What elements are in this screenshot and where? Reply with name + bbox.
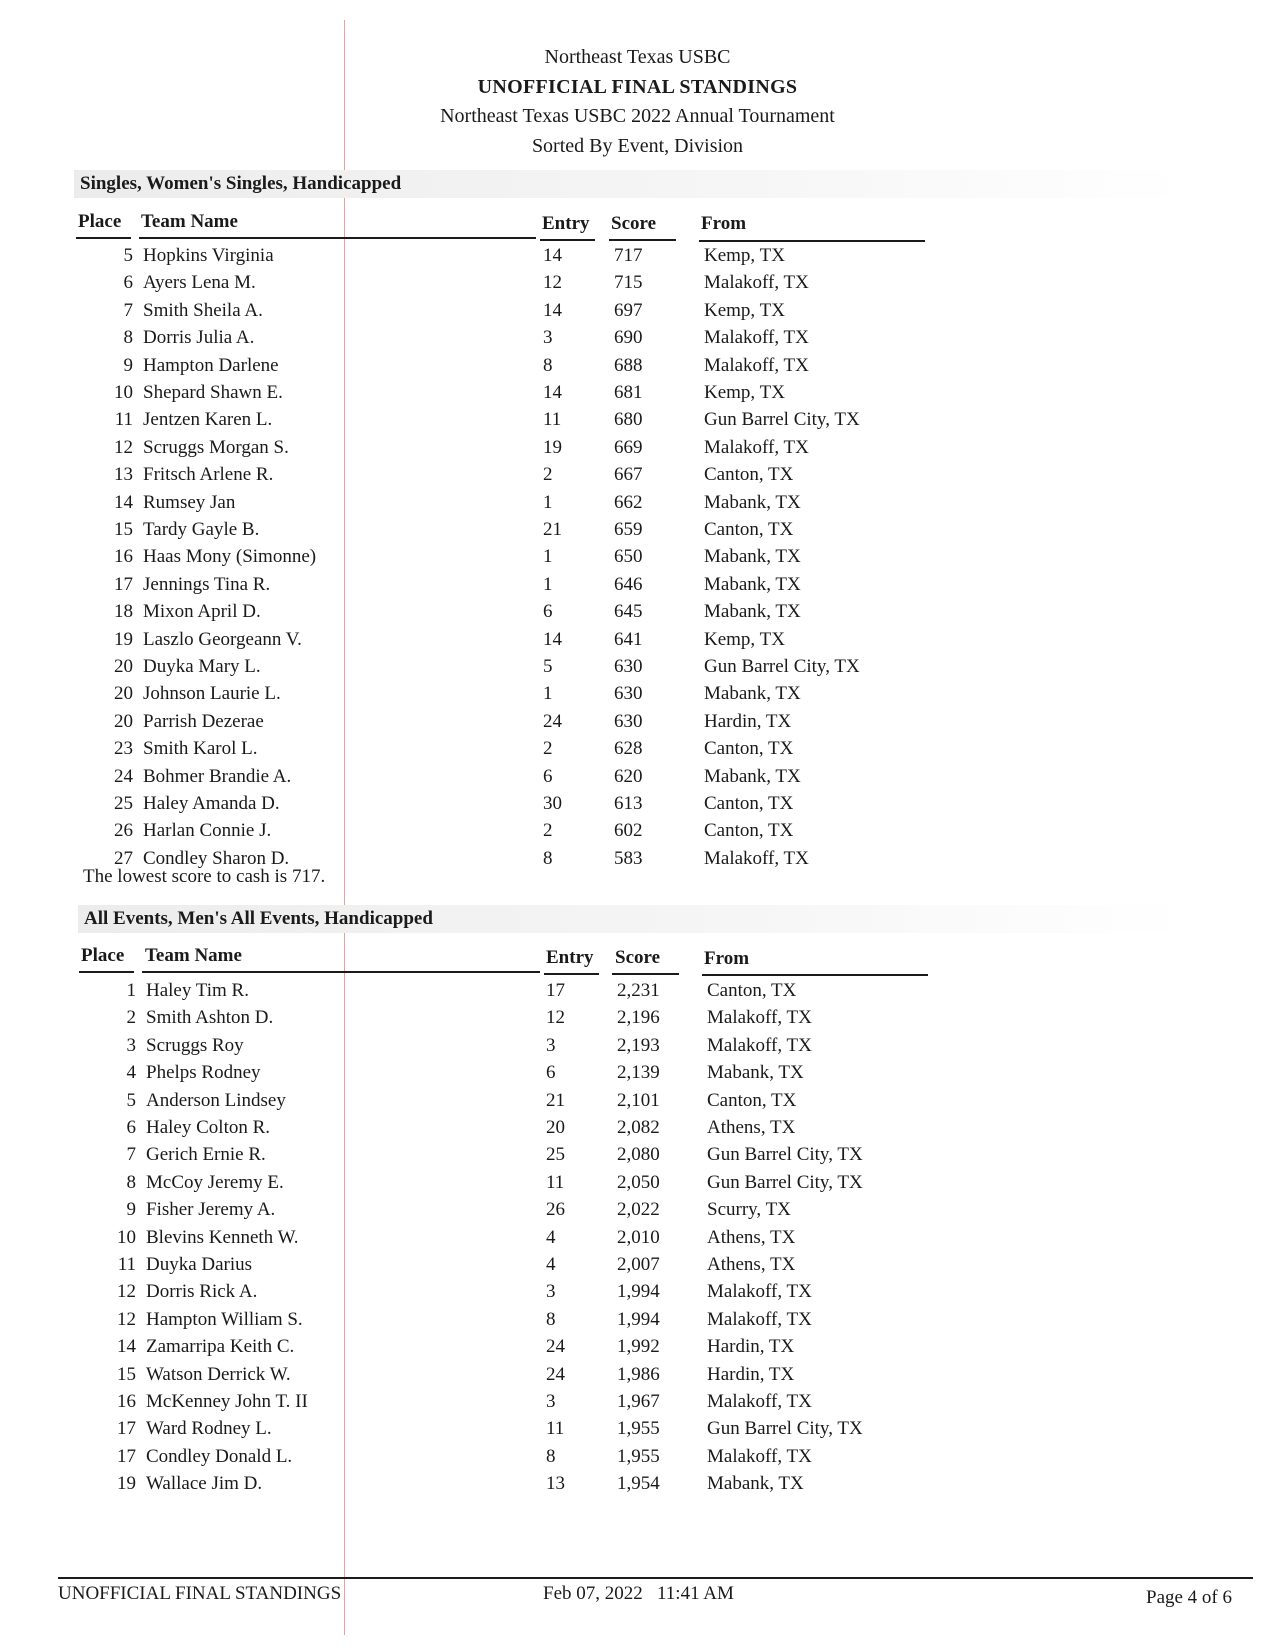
table-row <box>0 793 1275 820</box>
table-row <box>0 327 1275 354</box>
cell-place: 1 <box>126 980 136 1001</box>
cell-name: Tardy Gayle B. <box>143 519 260 540</box>
table-row <box>0 1364 1275 1391</box>
table-row <box>0 1227 1275 1254</box>
table-row <box>0 437 1275 464</box>
cell-place: 12 <box>114 436 133 458</box>
cell-score: 2,022 <box>617 1199 660 1221</box>
cell-score: 645 <box>614 601 643 623</box>
cell-entry: 25 <box>546 1144 565 1166</box>
cell-name: Rumsey Jan <box>143 491 236 513</box>
cell-from: Mabank, TX <box>707 1473 804 1495</box>
cell-place: 10 <box>114 382 133 403</box>
table-row <box>0 1391 1275 1418</box>
cell-from: Gun Barrel City, TX <box>704 409 860 431</box>
underline <box>609 239 676 241</box>
cell-place: 20 <box>114 683 133 705</box>
cell-entry: 19 <box>543 436 562 458</box>
cell-name: Laszlo Georgeann V. <box>143 628 302 650</box>
underline <box>702 974 928 976</box>
cell-from: Kemp, TX <box>704 299 785 321</box>
cell-entry: 8 <box>543 847 553 869</box>
cell-entry: 8 <box>546 1445 556 1467</box>
table-row <box>0 629 1275 656</box>
cell-score: 680 <box>614 409 643 431</box>
cell-score: 620 <box>614 765 643 787</box>
cell-place: 3 <box>126 1034 136 1056</box>
cell-from: Malakoff, TX <box>707 1445 812 1467</box>
cell-entry: 1 <box>543 546 553 568</box>
underline <box>79 971 134 973</box>
cell-entry: 14 <box>543 628 562 650</box>
cell-place: 8 <box>123 327 133 349</box>
cell-from: Canton, TX <box>704 464 794 486</box>
cell-name: Gerich Ernie R. <box>146 1144 266 1166</box>
col-entry-header: Entry <box>542 213 590 234</box>
cell-entry: 21 <box>546 1089 565 1111</box>
cell-entry: 11 <box>546 1418 565 1440</box>
cell-name: Scruggs Roy <box>146 1034 244 1056</box>
cell-name: Dorris Julia A. <box>143 327 255 349</box>
cell-score: 1,994 <box>617 1308 660 1330</box>
col-entry-header: Entry <box>546 947 594 968</box>
cell-name: Haas Mony (Simonne) <box>143 546 317 568</box>
table-row <box>0 1418 1275 1445</box>
cell-from: Malakoff, TX <box>704 354 809 376</box>
cash-note: The lowest score to cash is 717. <box>83 866 326 887</box>
cell-entry: 24 <box>546 1336 565 1358</box>
cell-place: 14 <box>114 491 133 513</box>
col-score-header: Score <box>611 213 657 234</box>
cell-score: 669 <box>614 436 643 458</box>
cell-from: Hardin, TX <box>707 1363 795 1385</box>
cell-place: 17 <box>117 1418 136 1440</box>
cell-score: 2,082 <box>617 1117 660 1138</box>
cell-from: Malakoff, TX <box>704 847 809 869</box>
col-place-header: Place <box>81 945 125 966</box>
table-row <box>0 1199 1275 1226</box>
cell-entry: 11 <box>546 1171 565 1193</box>
cell-place: 9 <box>123 354 133 376</box>
cell-name: Duyka Mary L. <box>143 656 261 677</box>
cell-name: Jentzen Karen L. <box>143 409 273 431</box>
cell-score: 681 <box>614 382 643 403</box>
sort-description: Sorted By Event, Division <box>531 135 744 157</box>
cell-entry: 3 <box>543 327 553 349</box>
cell-place: 5 <box>123 245 133 266</box>
cell-entry: 20 <box>546 1117 565 1138</box>
table-row <box>0 656 1275 683</box>
cell-place: 2 <box>126 1007 136 1029</box>
footer-timestamp: Feb 07, 2022 11:41 AM <box>543 1583 734 1604</box>
cell-place: 15 <box>114 519 133 540</box>
cell-score: 2,139 <box>617 1062 660 1084</box>
cell-score: 613 <box>614 793 643 814</box>
cell-name: Wallace Jim D. <box>146 1473 263 1495</box>
cell-entry: 2 <box>543 738 553 760</box>
cell-place: 23 <box>114 738 133 760</box>
cell-from: Hardin, TX <box>707 1336 795 1358</box>
cell-name: Bohmer Brandie A. <box>143 765 292 787</box>
cell-score: 690 <box>614 327 643 349</box>
cell-entry: 24 <box>543 710 562 732</box>
cell-from: Malakoff, TX <box>704 272 809 294</box>
cell-place: 25 <box>114 793 133 814</box>
table-row <box>0 272 1275 299</box>
cell-entry: 3 <box>546 1034 556 1056</box>
cell-from: Kemp, TX <box>704 245 785 266</box>
table-row <box>0 1172 1275 1199</box>
cell-score: 2,231 <box>617 980 660 1001</box>
cell-name: Phelps Rodney <box>146 1062 261 1084</box>
cell-entry: 4 <box>546 1226 556 1248</box>
cell-from: Malakoff, TX <box>707 1034 812 1056</box>
cell-entry: 12 <box>543 272 562 294</box>
cell-place: 12 <box>117 1308 136 1330</box>
cell-entry: 12 <box>546 1007 565 1029</box>
cell-from: Malakoff, TX <box>707 1007 812 1029</box>
cell-from: Malakoff, TX <box>707 1391 812 1412</box>
cell-from: Gun Barrel City, TX <box>707 1144 863 1166</box>
cell-from: Malakoff, TX <box>704 436 809 458</box>
cell-score: 1,967 <box>617 1391 660 1412</box>
cell-from: Athens, TX <box>707 1226 796 1248</box>
cell-score: 1,955 <box>617 1445 660 1467</box>
cell-from: Canton, TX <box>707 980 797 1001</box>
table-row <box>0 601 1275 628</box>
cell-score: 659 <box>614 519 643 540</box>
cell-place: 12 <box>117 1281 136 1303</box>
table-row <box>0 738 1275 765</box>
cell-name: Parrish Dezerae <box>143 710 264 732</box>
cell-name: Zamarripa Keith C. <box>146 1336 295 1358</box>
cell-place: 11 <box>117 1254 136 1275</box>
cell-entry: 13 <box>546 1473 565 1495</box>
table-row <box>0 300 1275 327</box>
table-row <box>0 245 1275 272</box>
cell-from: Mabank, TX <box>704 683 801 705</box>
cell-entry: 30 <box>543 793 562 814</box>
cell-score: 650 <box>614 546 643 568</box>
cell-entry: 14 <box>543 382 562 403</box>
cell-place: 8 <box>126 1171 136 1193</box>
table-row <box>0 1144 1275 1171</box>
cell-score: 630 <box>614 656 643 677</box>
cell-place: 17 <box>114 573 133 595</box>
cell-place: 18 <box>114 601 133 623</box>
cell-name: McKenney John T. II <box>146 1391 308 1412</box>
table-row <box>0 1446 1275 1473</box>
col-from-header: From <box>701 213 747 234</box>
cell-name: Fisher Jeremy A. <box>146 1199 276 1221</box>
cell-place: 20 <box>114 656 133 677</box>
underline <box>699 240 925 242</box>
table-row <box>0 574 1275 601</box>
cell-name: Shepard Shawn E. <box>143 382 283 403</box>
table-row <box>0 980 1275 1007</box>
cell-place: 5 <box>126 1089 136 1111</box>
cell-place: 24 <box>114 765 133 787</box>
cell-score: 688 <box>614 354 643 376</box>
cell-name: Blevins Kenneth W. <box>146 1226 299 1248</box>
cell-score: 602 <box>614 820 643 842</box>
col-team-header: Team Name <box>141 211 238 232</box>
cell-from: Canton, TX <box>704 793 794 814</box>
cell-from: Canton, TX <box>704 738 794 760</box>
cell-from: Canton, TX <box>704 820 794 842</box>
cell-score: 662 <box>614 491 643 513</box>
section2-title: All Events, Men's All Events, Handicapped <box>78 905 1190 933</box>
cell-entry: 24 <box>546 1363 565 1385</box>
cell-score: 1,994 <box>617 1281 660 1303</box>
table-row <box>0 1254 1275 1281</box>
cell-place: 7 <box>123 299 133 321</box>
cell-score: 583 <box>614 847 643 869</box>
cell-score: 1,955 <box>617 1418 660 1440</box>
table-row <box>0 546 1275 573</box>
cell-score: 2,010 <box>617 1226 660 1248</box>
cell-from: Canton, TX <box>704 519 794 540</box>
page-number: Page 4 of 6 <box>1146 1587 1233 1608</box>
underline <box>139 237 536 239</box>
cell-from: Mabank, TX <box>704 546 801 568</box>
cell-from: Malakoff, TX <box>707 1281 812 1303</box>
cell-score: 1,986 <box>617 1363 660 1385</box>
cell-from: Mabank, TX <box>704 601 801 623</box>
table-row <box>0 820 1275 847</box>
cell-score: 630 <box>614 683 643 705</box>
cell-entry: 2 <box>543 820 553 842</box>
cell-from: Gun Barrel City, TX <box>704 656 860 677</box>
footer-rule <box>58 1577 1253 1579</box>
cell-from: Kemp, TX <box>704 382 785 403</box>
org-name: Northeast Texas USBC <box>544 46 731 68</box>
cell-from: Canton, TX <box>707 1089 797 1111</box>
cell-from: Mabank, TX <box>704 765 801 787</box>
table-row <box>0 1309 1275 1336</box>
col-place-header: Place <box>78 211 122 232</box>
cell-place: 6 <box>123 272 133 294</box>
cell-from: Kemp, TX <box>704 628 785 650</box>
cell-score: 1,954 <box>617 1473 660 1495</box>
cell-place: 4 <box>126 1062 136 1084</box>
cell-name: Ward Rodney L. <box>146 1418 272 1440</box>
footer-title: UNOFFICIAL FINAL STANDINGS <box>58 1583 342 1604</box>
table-row <box>0 492 1275 519</box>
cell-place: 13 <box>114 464 133 486</box>
cell-place: 16 <box>114 546 133 568</box>
cell-entry: 3 <box>546 1281 556 1303</box>
cell-score: 667 <box>614 464 643 486</box>
section1-title: Singles, Women's Singles, Handicapped <box>74 170 1186 198</box>
cell-name: Scruggs Morgan S. <box>143 436 289 458</box>
cell-score: 2,080 <box>617 1144 660 1166</box>
cell-entry: 8 <box>543 354 553 376</box>
table-row <box>0 1281 1275 1308</box>
cell-name: Condley Donald L. <box>146 1445 293 1467</box>
underline <box>540 239 595 241</box>
cell-name: Harlan Connie J. <box>143 820 272 842</box>
cell-name: Fritsch Arlene R. <box>143 464 274 486</box>
cell-entry: 8 <box>546 1308 556 1330</box>
cell-score: 2,196 <box>617 1007 660 1029</box>
cell-place: 7 <box>126 1144 136 1166</box>
cell-from: Athens, TX <box>707 1254 796 1275</box>
cell-name: Hampton William S. <box>146 1308 303 1330</box>
cell-score: 2,101 <box>617 1089 660 1111</box>
col-team-header: Team Name <box>145 945 242 966</box>
cell-from: Scurry, TX <box>707 1199 791 1221</box>
cell-score: 641 <box>614 628 643 650</box>
cell-name: Hopkins Virginia <box>143 245 274 266</box>
cell-score: 2,050 <box>617 1171 660 1193</box>
cell-name: Mixon April D. <box>143 601 261 623</box>
underline <box>544 973 599 975</box>
table-row <box>0 1035 1275 1062</box>
table-row <box>0 1473 1275 1500</box>
cell-from: Malakoff, TX <box>707 1308 812 1330</box>
tournament-name: Northeast Texas USBC 2022 Annual Tournament <box>440 105 835 127</box>
table-row <box>0 519 1275 546</box>
cell-entry: 6 <box>546 1062 556 1084</box>
table-row <box>0 355 1275 382</box>
cell-from: Mabank, TX <box>704 573 801 595</box>
cell-name: Smith Karol L. <box>143 738 258 760</box>
table-row <box>0 766 1275 793</box>
col-score-header: Score <box>615 947 661 968</box>
cell-entry: 3 <box>546 1391 556 1412</box>
cell-entry: 14 <box>543 245 562 266</box>
cell-entry: 11 <box>543 409 562 431</box>
cell-entry: 6 <box>543 601 553 623</box>
cell-from: Malakoff, TX <box>704 327 809 349</box>
cell-place: 19 <box>114 628 133 650</box>
cell-name: Duyka Darius <box>146 1254 253 1275</box>
cell-place: 16 <box>117 1391 136 1412</box>
cell-place: 9 <box>126 1199 136 1221</box>
cell-place: 17 <box>117 1445 136 1467</box>
cell-name: Haley Amanda D. <box>143 793 280 814</box>
cell-place: 10 <box>117 1226 136 1248</box>
table-row <box>0 1090 1275 1117</box>
cell-entry: 2 <box>543 464 553 486</box>
cell-place: 20 <box>114 710 133 732</box>
cell-score: 2,007 <box>617 1254 660 1275</box>
cell-name: Anderson Lindsey <box>146 1089 286 1111</box>
cell-place: 11 <box>114 409 133 431</box>
cell-score: 715 <box>614 272 643 294</box>
cell-name: Jennings Tina R. <box>143 573 271 595</box>
cell-place: 15 <box>117 1363 136 1385</box>
cell-name: Smith Sheila A. <box>143 299 263 321</box>
table-row <box>0 1117 1275 1144</box>
cell-entry: 21 <box>543 519 562 540</box>
col-from-header: From <box>704 948 750 969</box>
cell-from: Mabank, TX <box>707 1062 804 1084</box>
table-row <box>0 683 1275 710</box>
underline <box>142 971 540 973</box>
cell-score: 697 <box>614 299 643 321</box>
cell-from: Athens, TX <box>707 1117 796 1138</box>
underline <box>76 237 131 239</box>
table-row <box>0 1007 1275 1034</box>
table-row <box>0 711 1275 738</box>
cell-score: 2,193 <box>617 1034 660 1056</box>
cell-name: Condley Sharon D. <box>143 847 290 869</box>
cell-entry: 1 <box>543 491 553 513</box>
cell-from: Gun Barrel City, TX <box>707 1418 863 1440</box>
table-row <box>0 464 1275 491</box>
cell-entry: 26 <box>546 1199 565 1221</box>
cell-from: Gun Barrel City, TX <box>707 1171 863 1193</box>
cell-place: 6 <box>126 1117 136 1138</box>
cell-from: Mabank, TX <box>704 491 801 513</box>
cell-name: Haley Tim R. <box>146 980 249 1001</box>
cell-score: 717 <box>614 245 643 266</box>
cell-entry: 6 <box>543 765 553 787</box>
cell-score: 646 <box>614 573 643 595</box>
cell-place: 27 <box>114 847 133 869</box>
table-row <box>0 1336 1275 1363</box>
cell-score: 628 <box>614 738 643 760</box>
cell-entry: 5 <box>543 656 553 677</box>
cell-score: 1,992 <box>617 1336 660 1358</box>
cell-name: Haley Colton R. <box>146 1117 271 1138</box>
page-title: UNOFFICIAL FINAL STANDINGS <box>477 76 798 98</box>
cell-place: 26 <box>114 820 133 842</box>
cell-place: 19 <box>117 1473 136 1495</box>
cell-place: 14 <box>117 1336 136 1358</box>
cell-name: Johnson Laurie L. <box>143 683 281 705</box>
cell-entry: 1 <box>543 573 553 595</box>
cell-entry: 1 <box>543 683 553 705</box>
cell-entry: 14 <box>543 299 562 321</box>
cell-entry: 4 <box>546 1254 556 1275</box>
cell-name: McCoy Jeremy E. <box>146 1171 284 1193</box>
cell-name: Dorris Rick A. <box>146 1281 258 1303</box>
table-row <box>0 382 1275 409</box>
cell-entry: 17 <box>546 980 565 1001</box>
cell-name: Ayers Lena M. <box>143 272 256 294</box>
cell-name: Hampton Darlene <box>143 354 279 376</box>
cell-name: Smith Ashton D. <box>146 1007 274 1029</box>
cell-from: Hardin, TX <box>704 710 792 732</box>
cell-name: Watson Derrick W. <box>146 1363 291 1385</box>
underline <box>612 973 679 975</box>
cell-score: 630 <box>614 710 643 732</box>
table-row <box>0 409 1275 436</box>
table-row <box>0 1062 1275 1089</box>
